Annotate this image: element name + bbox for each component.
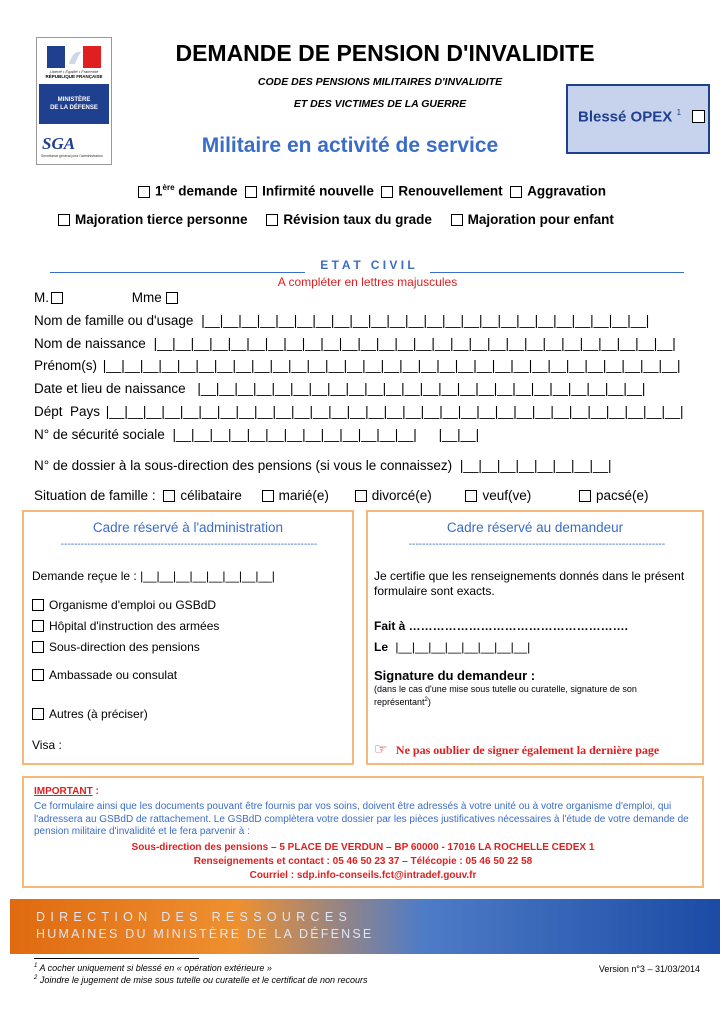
logo-republic: RÉPUBLIQUE FRANÇAISE: [45, 74, 103, 79]
code-subtitle-1: CODE DES PENSIONS MILITAIRES D'INVALIDITE: [257, 76, 503, 88]
veuf-checkbox[interactable]: [465, 490, 477, 502]
important-label-row: [34, 786, 99, 797]
signature-note: [374, 684, 674, 708]
important-label: IMPORTANT: [34, 786, 93, 797]
mr-checkbox[interactable]: [51, 292, 63, 304]
dossier-label: N° de dossier à la sous-direction des pensions (si vous le connaissez): [34, 458, 453, 473]
address-line: Sous-direction des pensions – 5 PLACE DE VERDUN – BP 60000 - 17016 LA ROCHELLE CEDEX 1: [131, 842, 595, 853]
first-request-checkbox[interactable]: [138, 186, 150, 198]
revision-label: Révision taux du grade: [283, 212, 432, 227]
applicant-box-title: Cadre réservé au demandeur: [446, 520, 624, 535]
civility-row: [34, 290, 183, 305]
new-infirmity-checkbox[interactable]: [245, 186, 257, 198]
opex-checkbox[interactable]: [692, 110, 705, 123]
admin-option-1-label: Organisme d'emploi ou GSBdD: [49, 598, 217, 612]
logo-ministry-line1: MINISTÈRE: [57, 97, 91, 103]
admin-box: [22, 510, 354, 765]
request-types-row-2: [58, 212, 614, 227]
social-security-row: [34, 427, 479, 442]
pointing-hand-icon: ☞: [374, 741, 388, 758]
received-date-label: Demande reçue le :: [32, 569, 137, 583]
main-subtitle: Militaire en activité de service: [201, 134, 499, 157]
admin-box-title: Cadre réservé à l'administration: [92, 520, 284, 535]
majoration-tierce-checkbox[interactable]: [58, 214, 70, 226]
admin-option-5-label: Autres (à préciser): [49, 707, 148, 721]
first-names-label: Prénom(s): [34, 358, 98, 373]
first-names-row: [34, 358, 681, 373]
majoration-enfant-checkbox[interactable]: [451, 214, 463, 226]
renewal-checkbox[interactable]: [381, 186, 393, 198]
banner-line-1: DIRECTION DES RESSOURCES: [36, 910, 353, 924]
footnote-1-text: A cocher uniquement si blessé en « opération extérieure »: [39, 963, 272, 973]
admin-option-1-checkbox[interactable]: [32, 599, 44, 611]
birth-name-label: Nom de naissance: [34, 336, 146, 351]
admin-option-4-label: Ambassade ou consulat: [49, 668, 178, 682]
aggravation-checkbox[interactable]: [510, 186, 522, 198]
social-security-key-field[interactable]: |__|__|: [438, 427, 480, 442]
admin-option-4: [32, 668, 177, 682]
opex-box: [566, 84, 710, 154]
admin-option-3-label: Sous-direction des pensions: [49, 640, 200, 654]
first-request-num: 1: [155, 183, 163, 199]
birth-date-place-field[interactable]: |__|__|__|__|__|__|__|__|__|__|__|__|__|__|__|__|__|__|__|__|__|__|__|__|: [197, 381, 646, 396]
first-names-field[interactable]: |__|__|__|__|__|__|__|__|__|__|__|__|__|__|__|__|__|__|__|__|__|__|__|__|__|__|__|__|__|__|__|: [102, 358, 681, 373]
ministry-logo: [36, 37, 112, 165]
pacse-label: pacsé(e): [596, 488, 649, 503]
social-security-field[interactable]: |__|__|__|__|__|__|__|__|__|__|__|__|__|: [172, 427, 417, 442]
received-date-row: [32, 569, 275, 583]
signature-note-text: (dans le cas d'une mise sous tutelle ou curatelle, signature de son représentant: [374, 684, 637, 707]
admin-option-2-checkbox[interactable]: [32, 620, 44, 632]
applicant-box-dashes: -----------------------------------------------------------------------------: [408, 539, 666, 550]
important-label-colon: :: [92, 786, 99, 797]
mr-label: M.: [34, 290, 49, 305]
code-subtitle-2: ET DES VICTIMES DE LA GUERRE: [293, 98, 467, 110]
etat-civil-title: E T A T C I V I L: [320, 258, 415, 272]
family-name-row: [34, 313, 649, 328]
admin-option-2: [32, 619, 219, 633]
date-row: [374, 640, 530, 654]
birth-name-row: [34, 336, 676, 351]
contact-line: Renseignements et contact : 05 46 50 23 37 – Télécopie : 05 46 50 22 58: [193, 856, 533, 867]
family-situation-label: Situation de famille :: [34, 488, 156, 503]
footnote-1-num: 1: [34, 963, 38, 969]
first-request-label: demande: [178, 183, 238, 199]
opex-label: Blessé OPEX: [578, 108, 673, 126]
celibataire-checkbox[interactable]: [163, 490, 175, 502]
dept-country-field[interactable]: |__|__|__|__|__|__|__|__|__|__|__|__|__|__|__|__|__|__|__|__|__|__|__|__|__|__|__|__|__|__|__|: [105, 404, 684, 419]
aggravation-label: Aggravation: [527, 183, 606, 199]
pacse-checkbox[interactable]: [579, 490, 591, 502]
certify-text: Je certifie que les renseignements donnés dans le présent formulaire sont exacts.: [374, 569, 685, 598]
sga-logo: SGA: [42, 134, 76, 153]
birth-name-field[interactable]: |__|__|__|__|__|__|__|__|__|__|__|__|__|__|__|__|__|__|__|__|__|__|__|__|__|__|__|__|: [153, 336, 676, 351]
celibataire-label: célibataire: [180, 488, 242, 503]
date-label: Le: [374, 640, 389, 654]
family-name-field[interactable]: |__|__|__|__|__|__|__|__|__|__|__|__|__|__|__|__|__|__|__|__|__|__|__|__|: [201, 313, 650, 328]
first-request-sup: ère: [162, 183, 175, 192]
signature-note-end: ): [427, 697, 431, 707]
social-security-label: N° de sécurité sociale: [34, 427, 165, 442]
applicant-box: [366, 510, 704, 765]
opex-footnote-ref: 1: [676, 108, 682, 117]
date-field[interactable]: |__|__|__|__|__|__|__|__|: [395, 640, 531, 654]
renewal-label: Renouvellement: [398, 183, 503, 199]
important-box: [22, 776, 704, 888]
veuf-label: veuf(ve): [482, 488, 532, 503]
footnote-2: [34, 975, 368, 985]
dept-country-label: Dépt Pays: [34, 404, 101, 419]
dossier-row: [34, 458, 612, 473]
admin-option-4-checkbox[interactable]: [32, 669, 44, 681]
dossier-field[interactable]: |__|__|__|__|__|__|__|__|: [459, 458, 612, 473]
page-title: DEMANDE DE PENSION D'INVALIDITE: [175, 40, 595, 66]
logo-blue-block: [39, 84, 109, 124]
majoration-tierce-label: Majoration tierce personne: [75, 212, 248, 227]
footnote-separator: [34, 958, 199, 959]
footnote-2-num: 2: [34, 975, 38, 981]
marie-checkbox[interactable]: [262, 490, 274, 502]
etat-civil-line-right: [430, 272, 684, 273]
reminder-row: [374, 740, 659, 759]
logo-motto: Liberté • Égalité • Fraternité: [49, 69, 99, 74]
family-name-label: Nom de famille ou d'usage: [34, 313, 194, 328]
sga-subtitle: Secrétariat général pour l'administration: [41, 154, 103, 158]
admin-option-3-checkbox[interactable]: [32, 641, 44, 653]
mme-label: Mme: [131, 290, 162, 305]
etat-civil-line-left: [50, 272, 305, 273]
admin-box-dashes: -----------------------------------------------------------------------------: [60, 539, 318, 550]
email-line: Courriel : sdp.info-conseils.fct@intradef.gouv.fr: [249, 870, 477, 881]
admin-option-5-checkbox[interactable]: [32, 708, 44, 720]
majoration-enfant-label: Majoration pour enfant: [467, 212, 614, 227]
footnote-1: [34, 963, 272, 973]
dept-country-row: [34, 404, 684, 419]
revision-checkbox[interactable]: [266, 214, 278, 226]
signature-reminder: Ne pas oublier de signer également la dernière page: [395, 743, 660, 757]
fait-a-field[interactable]: Fait à ……………………………………………….: [374, 619, 629, 633]
signature-label: Signature du demandeur :: [374, 668, 536, 683]
important-text: Ce formulaire ainsi que les documents pouvant être fournis par vos soins, doivent être adressés à votre unité ou à votre organisme d'emploi, qui l'adressera au GSBdD de rattachement. Le GSBdD complètera votre dossier par les pièces justificatives nécessaires à l'étude de votre demande de pension militaire d'invalidité et le fera parvenir à :: [34, 801, 689, 837]
new-infirmity-label: Infirmité nouvelle: [262, 183, 374, 199]
marie-label: marié(e): [278, 488, 329, 503]
admin-option-2-label: Hôpital d'instruction des armées: [49, 619, 220, 633]
admin-option-3: [32, 640, 200, 654]
mme-checkbox[interactable]: [166, 292, 178, 304]
received-date-field[interactable]: |__|__|__|__|__|__|__|__|: [140, 569, 275, 583]
admin-option-1: [32, 598, 216, 612]
divorce-label: divorcé(e): [371, 488, 432, 503]
footnote-2-text: Joindre le jugement de mise sous tutelle ou curatelle et le certificat de non recours: [39, 975, 368, 985]
admin-option-5: [32, 707, 148, 721]
birth-date-place-label: Date et lieu de naissance: [34, 381, 186, 396]
banner-line-2: HUMAINES DU MINISTÈRE DE LA DÉFENSE: [36, 927, 374, 941]
version-label: Version n°3 – 31/03/2014: [598, 964, 700, 974]
etat-civil-subtitle: A compléter en lettres majuscules: [277, 275, 458, 289]
signature-note-ref: 2: [424, 697, 428, 703]
visa-label: Visa :: [32, 738, 62, 752]
logo-ministry-line2: DE LA DÉFENSE: [50, 105, 98, 111]
marianne-flag-icon: [47, 46, 101, 68]
family-situation-row: [34, 488, 649, 503]
request-types-row-1: [138, 183, 606, 199]
birth-date-place-row: [34, 381, 645, 396]
drh-banner: [10, 899, 720, 954]
divorce-checkbox[interactable]: [355, 490, 367, 502]
